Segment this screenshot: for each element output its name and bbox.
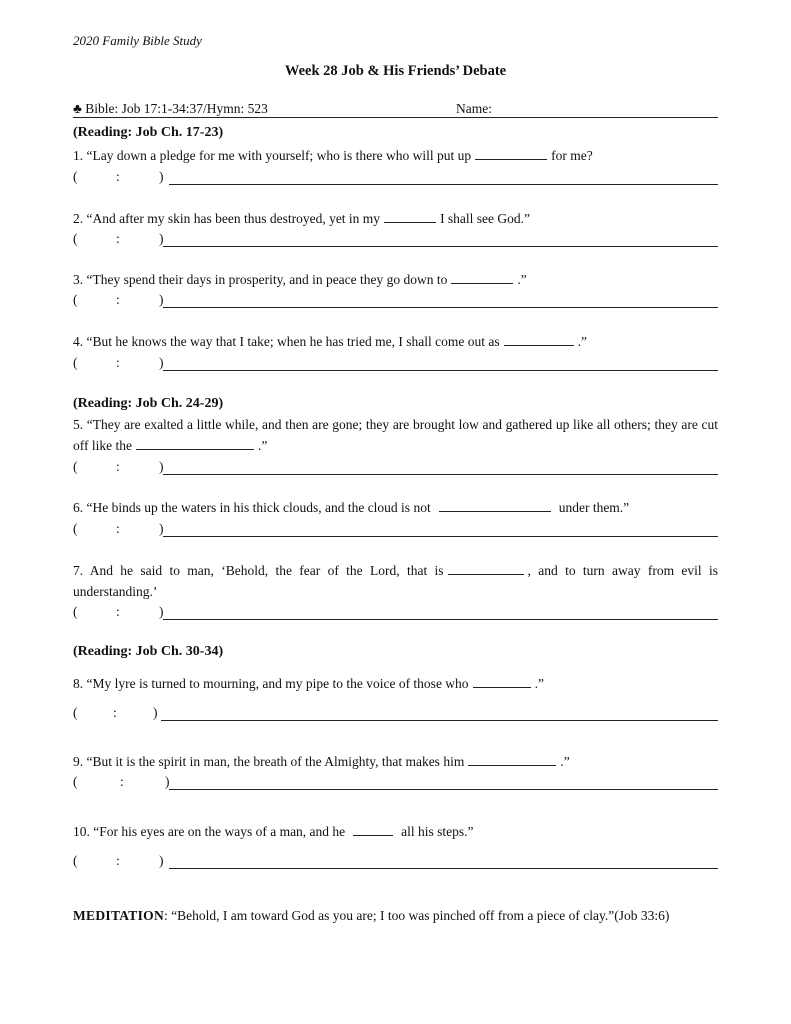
answer-line-6[interactable] (73, 521, 718, 539)
answer-line-1[interactable] (73, 169, 718, 187)
answer-line-7[interactable] (73, 604, 718, 622)
header-divider (73, 117, 718, 118)
bible-reference: ♣ Bible: Job 17:1-34:37/Hymn: 523 (73, 101, 268, 116)
answer-line-10[interactable] (73, 853, 718, 871)
meditation-text: : “Behold, I am toward God as you are; I too was pinched off from a piece of clay.”(Job 33:6) (164, 908, 670, 923)
answer-2-open: ( (73, 231, 78, 246)
question-7-tail: , and to turn away from evil is understanding.’ (73, 563, 718, 599)
answer-7-open: ( (73, 604, 78, 619)
question-2 (73, 210, 530, 227)
question-9 (73, 753, 570, 770)
question-10 (73, 823, 474, 840)
answer-8-colon: : (113, 705, 117, 720)
question-4-text: 4. “But he knows the way that I take; when he has tried me, I shall come out as (73, 334, 500, 349)
question-2-blank[interactable] (384, 210, 436, 223)
answer-4-open: ( (73, 355, 78, 370)
question-5-blank[interactable] (136, 437, 254, 450)
question-9-text: 9. “But it is the spirit in man, the breath of the Almighty, that makes him (73, 754, 465, 769)
question-4-blank[interactable] (504, 333, 574, 346)
question-1-text: 1. “Lay down a pledge for me with yourself; who is there who will put up (73, 148, 472, 163)
answer-line-4[interactable] (73, 355, 718, 373)
question-6-text: 6. “He binds up the waters in his thick clouds, and the cloud is not (73, 500, 431, 515)
answer-4-rule (163, 370, 718, 371)
question-6-blank[interactable] (439, 499, 551, 512)
answer-2-colon: : (116, 231, 120, 246)
answer-3-rule (163, 307, 718, 308)
section-heading-2: (Reading: Job Ch. 24-29) (73, 396, 224, 411)
answer-9-close: ) (165, 774, 170, 789)
question-5-text: 5. “They are exalted a little while, and then are gone; they are brought low and gathered up like all others; they are cut off like the (73, 417, 718, 453)
question-8 (73, 675, 544, 692)
answer-2-rule (163, 246, 718, 247)
question-6-tail: under them.” (558, 500, 630, 515)
answer-6-colon: : (116, 521, 120, 536)
answer-7-rule (163, 619, 718, 620)
question-2-tail: I shall see God.” (440, 211, 531, 226)
question-5 (73, 414, 718, 456)
meditation (73, 908, 669, 924)
answer-5-colon: : (116, 459, 120, 474)
meditation-label: MEDITATION (73, 908, 165, 923)
question-9-tail: .” (560, 754, 570, 769)
answer-3-colon: : (116, 292, 120, 307)
answer-1-colon: : (116, 169, 120, 184)
answer-10-open: ( (73, 853, 78, 868)
question-2-text: 2. “And after my skin has been thus destroyed, yet in my (73, 211, 381, 226)
answer-8-rule (161, 720, 718, 721)
answer-1-close: ) (159, 169, 164, 184)
question-10-blank[interactable] (353, 823, 393, 836)
question-1 (73, 147, 593, 164)
section-heading-3: (Reading: Job Ch. 30-34) (73, 644, 224, 659)
answer-3-close: ) (159, 292, 164, 307)
answer-6-close: ) (159, 521, 164, 536)
answer-7-colon: : (116, 604, 120, 619)
question-1-blank[interactable] (475, 147, 547, 160)
name-label: Name: (456, 101, 492, 116)
answer-8-open: ( (73, 705, 78, 720)
answer-4-colon: : (116, 355, 120, 370)
answer-9-open: ( (73, 774, 78, 789)
answer-line-3[interactable] (73, 292, 718, 310)
question-3-text: 3. “They spend their days in prosperity, and in peace they go down to (73, 272, 448, 287)
question-8-tail: .” (534, 676, 544, 691)
answer-6-open: ( (73, 521, 78, 536)
answer-5-open: ( (73, 459, 78, 474)
answer-3-open: ( (73, 292, 78, 307)
question-9-blank[interactable] (468, 753, 556, 766)
answer-2-close: ) (159, 231, 164, 246)
answer-line-9[interactable] (73, 774, 718, 792)
answer-10-rule (169, 868, 718, 869)
question-5-tail: .” (257, 438, 268, 453)
answer-6-rule (163, 536, 718, 537)
worksheet-title: Week 28 Job & His Friends’ Debate (284, 63, 507, 79)
answer-10-close: ) (159, 853, 164, 868)
answer-1-open: ( (73, 169, 78, 184)
question-7-blank[interactable] (448, 562, 524, 575)
answer-9-rule (169, 789, 718, 790)
question-7-text: 7. And he said to man, ‘Behold, the fear of the Lord, that is (73, 563, 444, 578)
answer-8-close: ) (153, 705, 158, 720)
question-7 (73, 560, 718, 602)
question-3-tail: .” (517, 272, 527, 287)
question-10-text: 10. “For his eyes are on the ways of a man, and he (73, 824, 346, 839)
answer-1-rule (169, 184, 718, 185)
header-note: 2020 Family Bible Study (73, 33, 202, 48)
question-4 (73, 333, 587, 350)
question-8-blank[interactable] (473, 675, 531, 688)
answer-4-close: ) (159, 355, 164, 370)
answer-line-8[interactable] (73, 705, 718, 723)
question-1-tail: for me? (551, 148, 593, 163)
answer-5-close: ) (159, 459, 164, 474)
section-heading-1: (Reading: Job Ch. 17-23) (73, 125, 224, 140)
question-8-text: 8. “My lyre is turned to mourning, and my pipe to the voice of those who (73, 676, 469, 691)
answer-9-colon: : (120, 774, 124, 789)
answer-line-5[interactable] (73, 459, 718, 477)
question-3 (73, 271, 527, 288)
question-6 (73, 499, 629, 516)
answer-7-close: ) (159, 604, 164, 619)
answer-10-colon: : (116, 853, 120, 868)
question-10-tail: all his steps.” (401, 824, 474, 839)
question-3-blank[interactable] (451, 271, 513, 284)
answer-line-2[interactable] (73, 231, 718, 249)
question-4-tail: .” (577, 334, 588, 349)
answer-5-rule (163, 474, 718, 475)
